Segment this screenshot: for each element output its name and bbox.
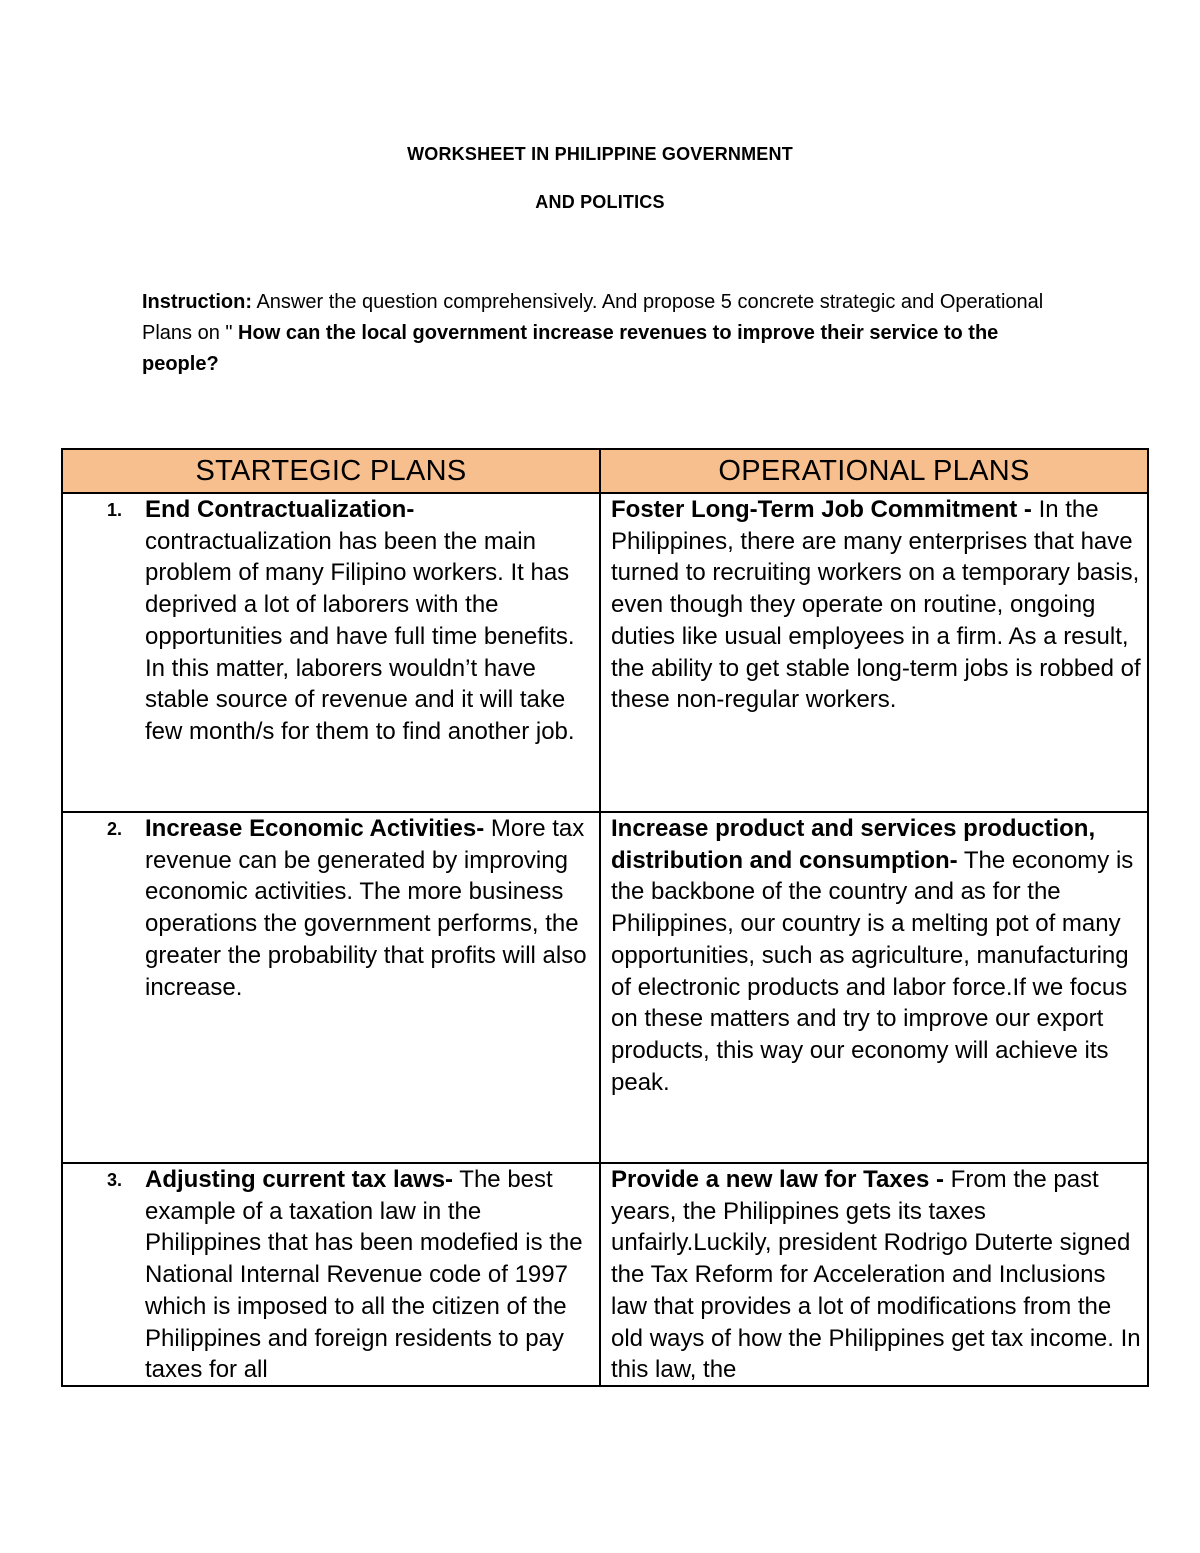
table-row [62, 812, 1148, 1163]
row-number: 1. [107, 500, 123, 520]
instruction-paragraph [142, 287, 1062, 380]
operational-title: Foster Long-Term Job Commitment - [611, 496, 1039, 523]
strategic-cell [62, 493, 600, 812]
header-operational-plans: OPERATIONAL PLANS [600, 449, 1148, 493]
row-number: 2. [107, 819, 123, 839]
document-title-line-1: WORKSHEET IN PHILIPPINE GOVERNMENT [407, 144, 793, 164]
strategic-title: End Contractualization- [145, 496, 415, 523]
strategic-cell [62, 1163, 600, 1386]
strategic-text: contractualization has been the main problem of many Filipino workers. It has deprived a lot of laborers with the opportunities and have full time benefits. In this matter, laborers wouldn’t have stable source of revenue and it will take few month/s for them to find another job. [145, 527, 575, 745]
operational-cell [600, 493, 1148, 812]
instruction-text: Answer the question comprehensively. And propose 5 concrete strategic and Operational Plans on " [142, 291, 1044, 344]
strategic-text: More tax revenue can be generated by improving economic activities. The more business operations the government performs, the greater the probability that profits will also increase. [145, 815, 587, 1001]
operational-cell [600, 1163, 1148, 1386]
table-row [62, 493, 1148, 812]
document-title-line-2: AND POLITICS [535, 192, 665, 212]
row-number: 3. [107, 1170, 123, 1190]
operational-title: Increase product and services production, distribution and consumption- [611, 815, 1096, 874]
operational-text: In the Philippines, there are many enterprises that have turned to recruiting workers on a temporary basis, even though they operate on routine, ongoing duties like usual employees in a firm. As a result, the ability to get stable long-term jobs is robbed of these non-regular workers. [611, 496, 1141, 714]
strategic-cell [62, 812, 600, 1163]
table-row [62, 1163, 1148, 1386]
plans-table [61, 448, 1149, 1387]
strategic-title: Increase Economic Activities- [145, 815, 485, 842]
instruction-question: How can the local government increase revenues to improve their service to the people? [142, 322, 999, 375]
strategic-title: Adjusting current tax laws- [145, 1166, 454, 1193]
operational-title: Provide a new law for Taxes - [611, 1166, 951, 1193]
header-strategic-plans: STARTEGIC PLANS [62, 449, 600, 493]
operational-cell [600, 812, 1148, 1163]
operational-text: The economy is the backbone of the country and as for the Philippines, our country is a melting pot of many opportunities, such as agriculture, manufacturing of electronic products and labor force.If we focus on these matters and try to improve our export products, this way our economy will achieve its peak. [611, 846, 1134, 1096]
strategic-text: The best example of a taxation law in the Philippines that has been modefied is the National Internal Revenue code of 1997 which is imposed to all the citizen of the Philippines and foreign residents to pay taxes for all [145, 1166, 583, 1384]
table-header-row [62, 449, 1148, 493]
instruction-label: Instruction: [142, 291, 252, 313]
operational-text: From the past years, the Philippines gets its taxes unfairly.Luckily, president Rodrigo Duterte signed the Tax Reform for Acceleration and Inclusions law that provides a lot of modifications from the old ways of how the Philippines get tax income. In this law, the [611, 1166, 1141, 1384]
